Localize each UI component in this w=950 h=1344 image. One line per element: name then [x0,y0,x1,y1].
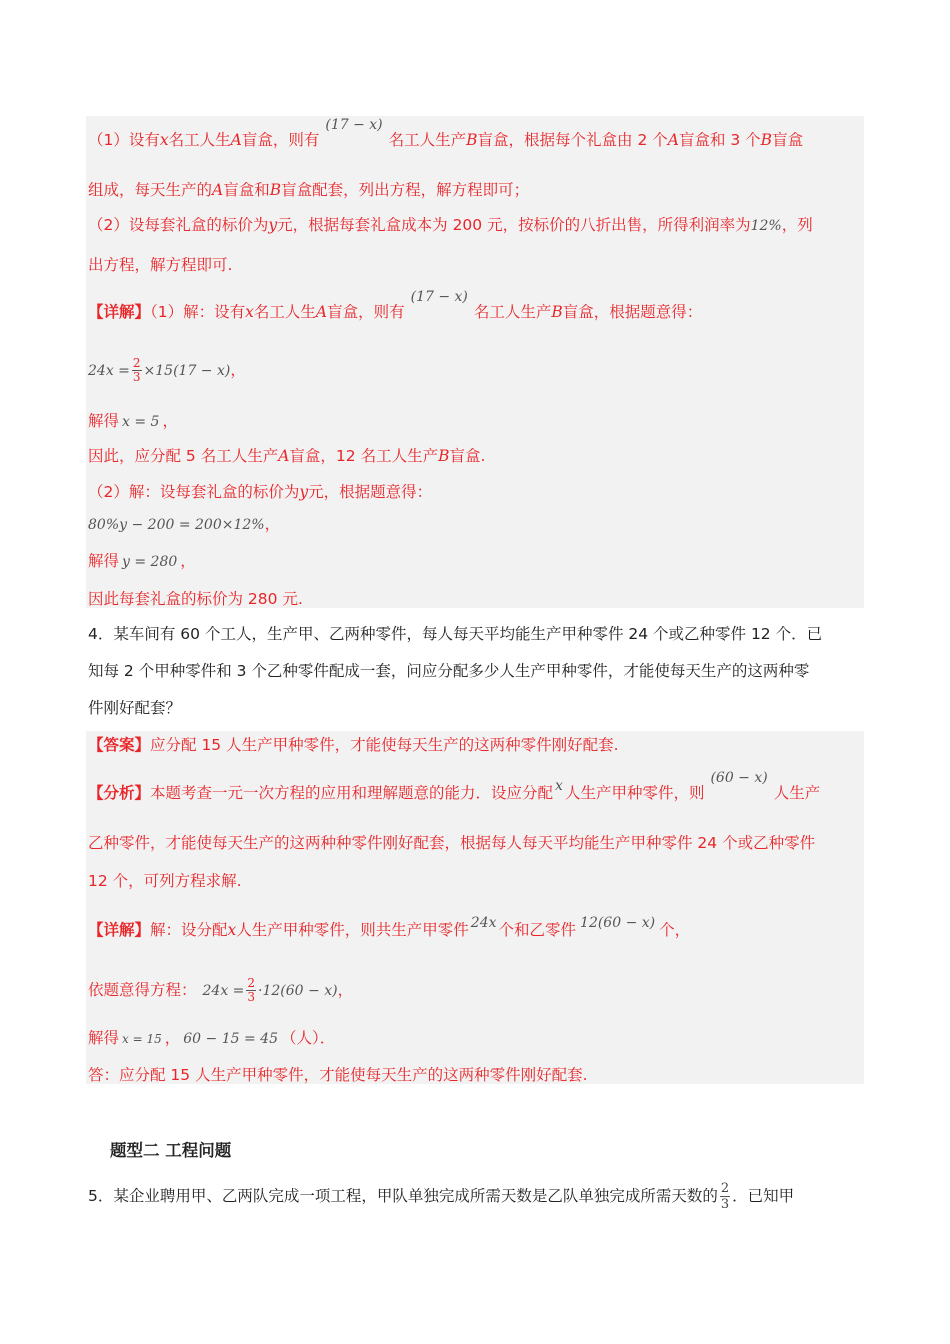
text: 名工人生产 [388,131,467,149]
q3-analysis-line-2 [88,179,529,201]
q4-final-answer: 答：应分配 15 人生产甲种零件，才能使每天生产的这两种零件刚好配套. [88,1066,588,1084]
fraction-denominator: 3 [132,370,141,384]
var-a: A [315,303,328,321]
math-expr: x = 15 [122,1032,162,1046]
var-x: x [159,131,169,149]
math-expr: 60 − 15 = 45 [183,1031,278,1047]
var-b: B [760,131,773,149]
text: 解：设分配 [150,921,228,939]
q3-conclusion-2: 因此每套礼盒的标价为 280 元. [88,590,303,608]
q4-question-line-1: 4．某车间有 60 个工人，生产甲、乙两种零件，每人每天平均能生产甲种零件 24 个或乙种零件 12 个．已 [88,625,823,643]
text: ， [164,1029,181,1047]
q3-detail-line [88,289,703,324]
q4-solution [88,1027,335,1050]
q3-analysis-line-1 [88,117,804,152]
text: 盲盒和 [223,181,270,199]
text: 解得 [88,412,120,430]
math-expr: (60 − x) [710,770,768,786]
var-b: B [466,131,478,149]
math-expr: ·12(60 − x) [258,983,338,999]
var-b: B [269,181,282,199]
text: ， [264,515,281,533]
text: 人生产甲种零件，则共生产甲零件 [236,921,469,939]
text: ，列 [781,216,813,234]
section-heading: 题型二 工程问题 [110,1141,232,1160]
text: 解得 [88,1029,120,1047]
var-a: A [278,447,290,465]
math-expr: (17 − x) [325,117,383,133]
fraction [132,357,142,384]
text: 盲盒，则有 [241,131,320,149]
var-a: A [667,131,679,149]
fraction [246,977,256,1004]
detail-tag: 【详解】 [88,921,151,939]
text: 元，根据题意得： [308,483,433,501]
math-expr: 12(60 − x) [580,915,656,931]
var-x: x [245,303,254,321]
q4-analysis-line-2: 乙种零件，才能使每天生产的这两种种零件刚好配套，根据每人每天平均能生产甲种零件 24 个或乙种零件 [88,834,816,852]
text: 因此，应分配 5 名工人生产 [88,447,279,465]
text: 应分配 15 人生产甲种零件，才能使每天生产的这两种零件刚好配套. [150,736,619,754]
text: 人生产甲种零件，则 [564,784,705,802]
text: ， [337,981,354,999]
text: ， [162,412,178,430]
text: 名工人生 [168,131,231,149]
math-expr: ×15(17 − x) [143,363,231,379]
q4-analysis-line-1 [88,770,821,805]
text: ， [230,361,246,379]
text: （1）设有 [88,131,160,149]
q3-solution-2 [88,550,196,573]
text: 人生产 [773,784,821,802]
var-a: A [212,181,224,199]
math-expr: 24x = [202,983,245,999]
math-expr: y = 280 [122,554,178,570]
var-a: A [230,131,242,149]
text: 个和乙零件 [498,921,577,939]
text: 5．某企业聘用甲、乙两队完成一项工程，甲队单独完成所需天数是乙队单独完成所需天数的 [88,1187,718,1205]
q3-equation-2 [88,513,280,536]
text: （人）． [280,1029,336,1047]
q3-equation-1 [88,352,246,389]
text: 本题考查一元一次方程的应用和理解题意的能力．设应分配 [150,784,554,802]
fraction-numerator: 2 [247,976,256,990]
var-x: x [227,921,237,939]
text: 盲盒，12 名工人生产 [289,447,439,465]
q5-question-line-1 [88,1176,794,1216]
detail-tag: 【详解】 [88,303,151,321]
fraction-numerator: 2 [720,1181,730,1196]
q3-analysis-line-3 [88,214,813,237]
text: 元，根据每套礼盒成本为 200 元，按标价的八折出售，所得利润率为 [277,216,751,234]
q4-equation [88,972,353,1009]
text: 盲盒 [772,131,804,149]
q4-question-line-2: 知每 2 个甲种零件和 3 个乙种零件配成一套，问应分配多少人生产甲种零件，才能使每天生产的这两种零 [88,662,810,680]
var-x: x [555,778,563,794]
fraction-denominator: 3 [720,1197,730,1212]
text: 解得 [88,552,120,570]
var-y: y [268,216,278,234]
q4-answer [88,734,619,756]
text: 名工人生产 [473,303,552,321]
q3-conclusion-1 [88,445,485,467]
text: 盲盒. [449,447,486,465]
q3-analysis-line-4: 出方程，解方程即可. [88,256,233,274]
q3-detail-2 [88,481,432,503]
math-expr: (17 − x) [410,289,468,305]
q4-detail-line [88,915,691,942]
text: （2）解：设每套礼盒的标价为 [88,483,300,501]
math-expr: 24x [470,915,497,931]
text: 个， [659,921,691,939]
text: 盲盒，根据每个礼盒由 2 个 [477,131,668,149]
text: ．已知甲 [732,1187,795,1205]
fraction [720,1181,730,1212]
var-y: y [299,483,309,501]
math-expr: 80%y − 200 = 200×12% [88,517,265,533]
var-b: B [551,303,563,321]
fraction-denominator: 3 [247,990,256,1004]
fraction-numerator: 2 [132,356,141,370]
q3-solution-1 [88,410,178,433]
text: （1）解：设有 [150,303,246,321]
text: （2）设每套礼盒的标价为 [88,216,269,234]
math-expr: 24x = [88,363,130,379]
text: 盲盒和 3 个 [678,131,761,149]
q4-analysis-line-3: 12 个，可列方程求解. [88,872,242,890]
answer-tag: 【答案】 [88,736,151,754]
text: ， [180,552,196,570]
text: 盲盒配套，列出方程，解方程即可； [281,181,530,199]
text: 盲盒，根据题意得： [562,303,703,321]
text: 组成，每天生产的 [88,181,213,199]
q4-question-line-3: 件刚好配套？ [88,699,182,717]
math-expr: x = 5 [122,414,160,430]
text: 名工人生 [253,303,316,321]
math-expr: 12% [750,218,782,234]
text: 盲盒，则有 [327,303,405,321]
text: 依题意得方程： [88,981,197,999]
var-b: B [438,447,450,465]
analysis-tag: 【分析】 [88,784,151,802]
